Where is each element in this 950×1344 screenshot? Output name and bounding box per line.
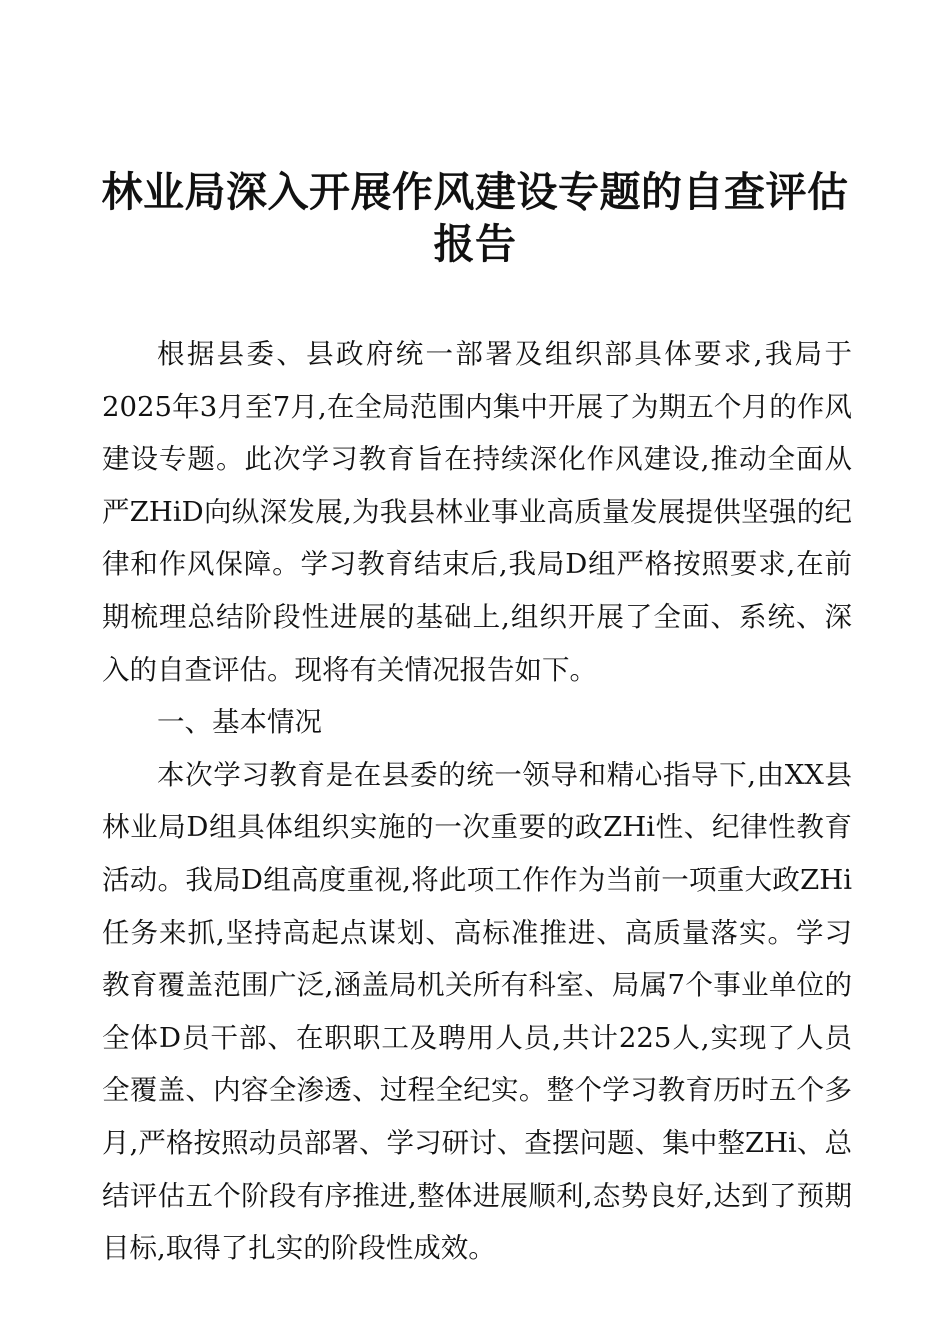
document-title: 林业局深入开展作风建设专题的自查评估报告 [101, 168, 849, 268]
document-body [102, 328, 852, 1275]
paragraph-basic-situation: 本次学习教育是在县委的统一领导和精心指导下,由XX县林业局D组具体组织实施的一次重要的政ZHi性、纪律性教育活动。我局D组高度重视,将此项工作作为当前一项重大政ZHi任务来抓,坚持高起点谋划、高标准推进、高质量落实。学习教育覆盖范围广泛,涵盖局机关所有科室、局属7个事业单位的全体D员干部、在职职工及聘用人员,共计225人,实现了人员全覆盖、内容全渗透、过程全纪实。整个学习教育历时五个多月,严格按照动员部署、学习研讨、查摆问题、集中整ZHi、总结评估五个阶段有序推进,整体进展顺利,态势良好,达到了预期目标,取得了扎实的阶段性成效。 [102, 758, 852, 1265]
paragraph-intro: 根据县委、县政府统一部署及组织部具体要求,我局于2025年3月至7月,在全局范围内集中开展了为期五个月的作风建设专题。此次学习教育旨在持续深化作风建设,推动全面从严ZHiD向纵深发展,为我县林业事业高质量发展提供坚强的纪律和作风保障。学习教育结束后,我局D组严格按照要求,在前期梳理总结阶段性进展的基础上,组织开展了全面、系统、深入的自查评估。现将有关情况报告如下。 [102, 338, 852, 686]
section-heading-basic-situation: 一、基本情况 [157, 706, 322, 739]
